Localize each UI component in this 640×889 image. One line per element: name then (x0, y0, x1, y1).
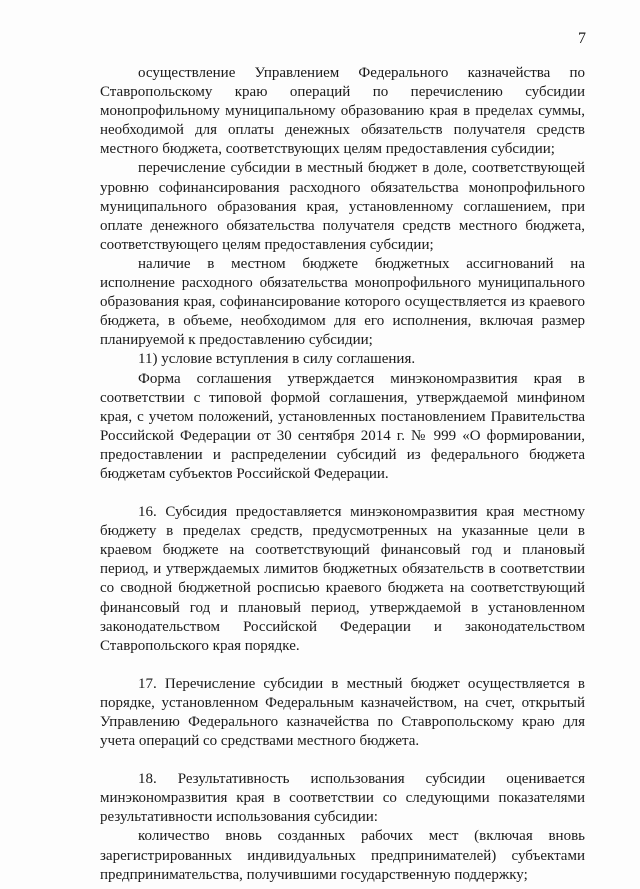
paragraph-treasury-operations: осуществление Управлением Федерального казначейства по Ставропольскому краю операций по перечислению субсидии монопрофильному муниципальному образованию края в пределах суммы, необходимой для оплаты денежных обязательств получателя средств местного бюджета, соответствующих целям предоставления субсидии; (100, 65, 585, 158)
paragraph-clause-18: 18. Результативность использования субсидии оценивается минэкономразвития края в соответствии со следующими показателями результативности использования субсидии: (100, 771, 585, 826)
paragraph-clause-17: 17. Перечисление субсидии в местный бюджет осуществляется в порядке, установленном Федеральным казначейством, на счет, открытый Управлению Федерального казначейства по Ставропольскому краю для учета операций со средствами местного бюджета. (100, 675, 585, 750)
paragraph-item-11: 11) условие вступления в силу соглашения. (138, 351, 416, 368)
paragraph-agreement-form: Форма соглашения утверждается минэкономразвития края в соответствии с типовой формой соглашения, утверждаемой минфином края, с учетом положений, установленных постановлением Правительства Российской Федерации от 30 сентября 2014 г. № 999 «О формировании, предоставлении и распределении субсидий из федерального бюджета бюджетам субъектов Российской Федерации. (100, 370, 585, 482)
paragraph-jobs-indicator: количество вновь созданных рабочих мест (включая вновь зарегистрированных индивидуальных предпринимателей) субъектами предпринимательства, получившими государственную поддержку; (100, 828, 585, 883)
paragraph-clause-16: 16. Субсидия предоставляется минэкономразвития края местному бюджету в пределах средств, предусмотренных на указанные цели в краевом бюджете на соответствующий финансовый год и плановый период, и утверждаемых лимитов бюджетных обязательств в соответствии со сводной бюджетной росписью краевого бюджета на соответствующий финансовый год и плановый период, утверждаемой в установленном законодательством Российской Федерации и законодательством Ставропольского края порядке. (100, 504, 585, 654)
paragraph-subsidy-transfer-share: перечисление субсидии в местный бюджет в доле, соответствующей уровню софинансирования расходного обязательства монопрофильного муниципального образования края, установленному соглашением, при оплате денежного обязательства получателя средств местного бюджета, соответствующего целям предоставления субсидии; (100, 160, 585, 253)
paragraph-budget-allocations: наличие в местном бюджете бюджетных ассигнований на исполнение расходного обязательства монопрофильного муниципального образования края, софинансирование которого осуществляется из краевого бюджета, в объеме, необходимом для его исполнения, включая размер планируемой к предоставлению субсидии; (100, 255, 585, 349)
page-number: 7 (578, 30, 586, 47)
